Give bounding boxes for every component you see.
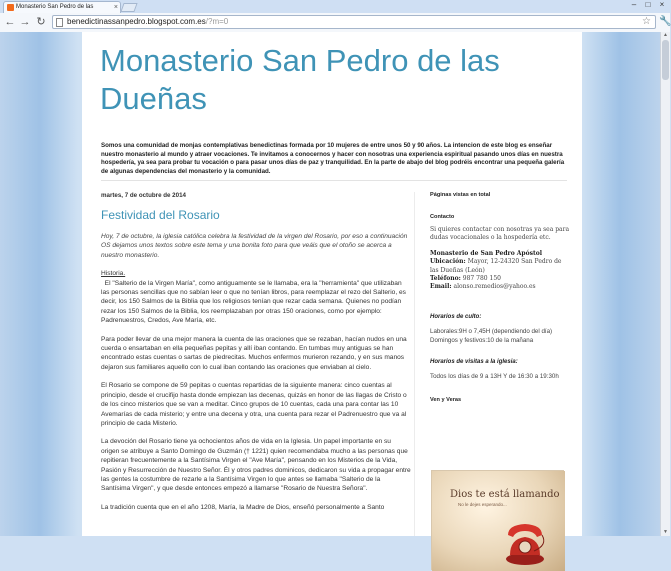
bookmark-star-icon[interactable]: ☆ bbox=[642, 16, 651, 27]
history-text: El "Salterio de la Virgen María", como antiguamente se le llamaba, era la "herramienta" que utilizaban las personas sencillas que no sabían leer o que no tenían libros, para reemplazar el rezo del Salterio, es decir, los 150 Salmos de la Biblia que los religiosos tenían que rezar cada semana. Quienes no podían rezar los 150 Salmos de la Biblia, los reemplazaban por otras 150 oraciones, como por ejemplo: Padrenuestros, Credos, Ave María, etc. bbox=[101, 279, 406, 325]
location-label: Ubicación: bbox=[430, 258, 466, 266]
blog-content-area bbox=[82, 32, 582, 536]
post-intro: Hoy, 7 de octubre, la iglesia católica celebra la festividad de la virgen del Rosario, por eso a continuación OS dejamos unos textos sobre este tema y una bonita foto para que veáis que el otoño se acerca a nuestro monasterio. bbox=[101, 233, 408, 259]
image-caption: Dios te está llamando bbox=[450, 489, 560, 500]
image-subcaption: No le dejes esperando... bbox=[458, 502, 507, 507]
address-bar[interactable] bbox=[52, 15, 656, 29]
come-and-see-widget-title: Ven y Veras bbox=[430, 396, 462, 403]
post-paragraph: El Rosario se compone de 59 pepitas o cuentas repartidas de la siguiente manera: cinco cuentas al principio, desde el crucifijo hasta donde empiezan las decenas, quizás en honor de las llagas de Cristo o de los cinco misterios que se van a meditar. Cinco grupos de 10 cuentas, cada una para contar las 10 Avemarías de cada misterio; y entre una decena y otra, una cuenta para rezar el Padrenuestro que va al principio de cada Misterio. bbox=[101, 382, 407, 427]
post-paragraph: Para poder llevar de una mejor manera la cuenta de las oraciones que se rezaban, hacían nudos en una cuerda o ensartaban en ella pequeñas pepitas y allí iban contando. En tumbas muy antiguas se han encontrado estas cuentas o sartas de piedrecitas. Muchos enfermos murieron rezando, y en sus manos dejaron sus familiares aquello con lo cual iban contando las oraciones que enviaban al cielo. bbox=[101, 335, 407, 371]
url-path: /?m=0 bbox=[205, 17, 229, 26]
worship-widget-title: Horarios de culto: bbox=[430, 313, 482, 320]
location-value: Mayor, 12-24320 San Pedro de las Dueñas (León) bbox=[430, 258, 562, 274]
post-paragraph: La devoción del Rosario tiene ya ochocientos años de vida en la Iglesia. Un papel importante en su origen se atribuye a Santo Domingo de Guzmán († 1221) quien recomendaba mucho a las personas que repitieran frecuentemente a la Santísima Virgen el "Ave María", pensando en los Misterios de la Vida, Pasión y Resurrección de Nuestro Señor. Él y otros padres dominicos, dedicaron su vida a propagar entre las gentes la costumbre de rezarle a la Santísima Virgen lo que antes se llamaba "Salterio de la Santísima Virgen", y que desde entonces empezó a llamarse "Rosario de Nuestra Señora". bbox=[101, 438, 411, 493]
forward-icon[interactable]: → bbox=[19, 16, 31, 28]
navigation-bar bbox=[0, 13, 670, 32]
address-name: Monasterio de San Pedro Apóstol bbox=[430, 249, 543, 257]
reload-icon[interactable]: ↻ bbox=[36, 16, 46, 28]
visits-text: Todos los días de 9 a 13H Y de 16:30 a 19:30h bbox=[430, 372, 559, 380]
post-date: martes, 7 de octubre de 2014 bbox=[101, 192, 186, 199]
visits-widget-title: Horarios de visitas a la iglesia: bbox=[430, 358, 518, 365]
browser-tab[interactable] bbox=[3, 1, 121, 13]
blog-post bbox=[101, 192, 411, 512]
page-viewport bbox=[0, 32, 660, 536]
tab-title: Monasterio San Pedro de las bbox=[16, 4, 94, 10]
maximize-icon[interactable]: □ bbox=[645, 0, 651, 9]
sidebar-divider bbox=[414, 192, 415, 536]
email-value: alonso.remedios@yahoo.es bbox=[453, 283, 536, 291]
email-label: Email: bbox=[430, 283, 452, 291]
history-heading: Historia. bbox=[101, 270, 126, 278]
blogger-favicon-icon bbox=[7, 4, 14, 11]
blog-description: Somos una comunidad de monjas contemplativas benedictinas formada por 10 mujeres de entre unos 50 y 90 años. La intencion de este blog es enseñar nuestro monasterio al mundo y atraer vocaciones. Te invitamos a conocernos y hacer con nosotras una experiencia espiritual pasando unos días en nuestra hospedería, ya sea para probar tu vocación o para pasar unos días de paz y tranquilidad. En la parte de abajo del blog podréis encontrar una pequeña galería de algunas dependencias del monasterio y la comunidad. bbox=[101, 142, 565, 175]
scroll-down-icon[interactable]: ▼ bbox=[663, 529, 668, 535]
new-tab-button[interactable] bbox=[120, 3, 137, 12]
vertical-scrollbar[interactable] bbox=[660, 32, 670, 536]
blog-title[interactable]: Monasterio San Pedro de las Dueñas bbox=[100, 43, 500, 116]
page-icon bbox=[56, 18, 63, 27]
post-paragraph-history bbox=[101, 269, 411, 325]
phone-label: Teléfono: bbox=[430, 275, 461, 283]
minimize-icon[interactable]: – bbox=[631, 0, 637, 9]
scroll-up-icon[interactable]: ▲ bbox=[663, 32, 668, 38]
close-window-icon[interactable]: × bbox=[659, 0, 665, 9]
sidebar bbox=[430, 192, 570, 507]
phone-value: 987 780 150 bbox=[462, 275, 501, 283]
contact-text: Si quieres contactar con nosotras ya sea para dudas vocacionales o la hospedería etc. bbox=[430, 226, 570, 242]
pageviews-widget-title: Páginas vistas en total bbox=[430, 192, 491, 198]
back-icon[interactable]: ← bbox=[4, 16, 16, 28]
url-host: benedictinassanpedro.blogspot.com.es bbox=[67, 17, 206, 26]
header-divider bbox=[101, 180, 567, 181]
close-tab-icon[interactable]: × bbox=[113, 4, 118, 11]
post-paragraph: La tradición cuenta que en el año 1208, María, la Madre de Dios, enseñó personalmente a Santo bbox=[101, 503, 385, 511]
browser-chrome bbox=[0, 0, 670, 32]
vocation-image[interactable] bbox=[431, 470, 564, 570]
worship-text: Laborales:9H o 7,45H (dependiendo del día) Domingos y festivos:10 de la mañana bbox=[430, 327, 553, 344]
telephone-icon bbox=[504, 515, 546, 567]
wrench-menu-icon[interactable]: 🔧 bbox=[659, 16, 671, 27]
scroll-thumb[interactable] bbox=[662, 40, 669, 80]
tab-strip bbox=[0, 0, 670, 13]
contact-widget-title: Contacto bbox=[430, 214, 455, 220]
address-block bbox=[430, 250, 570, 292]
post-title[interactable]: Festividad del Rosario bbox=[101, 208, 220, 222]
